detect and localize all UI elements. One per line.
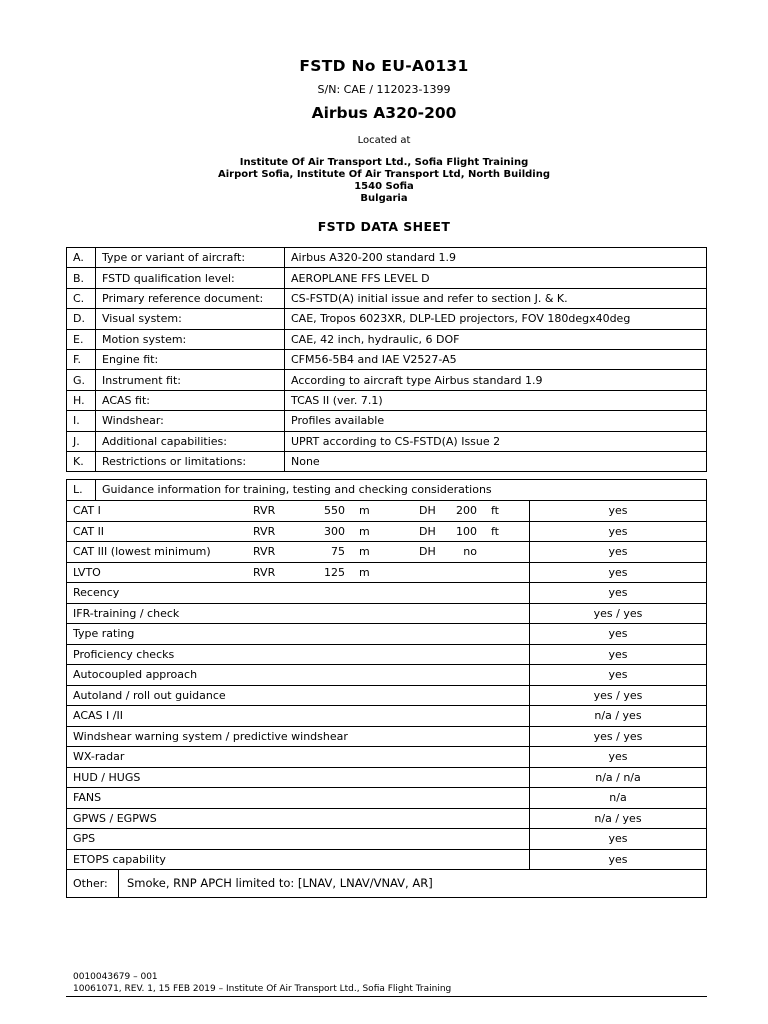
row-label: Type or variant of aircraft: (96, 248, 285, 268)
serial-number: S/N: CAE / 112023-1399 (317, 83, 451, 96)
other-fields (67, 870, 706, 897)
guidance-label: IFR-training / check (67, 603, 530, 624)
guidance-label: GPWS / EGPWS (67, 808, 530, 829)
rvr-value: 125 (324, 565, 345, 579)
data-row (67, 288, 707, 308)
dh-value: 200 (456, 504, 477, 518)
dh-value (449, 566, 477, 579)
guidance-value: n/a / yes (530, 808, 707, 829)
rvr-label: RVR (253, 504, 276, 518)
rvr-value: 550 (324, 504, 345, 518)
row-letter: J. (67, 431, 96, 451)
dh-unit: ft (491, 524, 499, 538)
row-value: TCAS II (ver. 7.1) (285, 390, 707, 410)
guidance-value: yes (530, 583, 707, 604)
category-fields (73, 566, 529, 579)
fstd-data-table (66, 247, 707, 472)
row-letter: B. (67, 268, 96, 288)
data-row (67, 451, 707, 471)
guidance-value: yes (530, 624, 707, 645)
located-at-label: Located at (357, 135, 411, 146)
rvr-unit: m (359, 565, 370, 579)
row-value: Profiles available (285, 411, 707, 431)
guidance-header-row (67, 480, 707, 501)
guidance-row (67, 644, 707, 665)
row-letter: D. (67, 309, 96, 329)
dh-label (419, 566, 449, 579)
row-label: Primary reference document: (96, 288, 285, 308)
row-value: Airbus A320-200 standard 1.9 (285, 248, 707, 268)
guidance-label: Recency (67, 583, 530, 604)
guidance-label: Autocoupled approach (67, 665, 530, 686)
row-label: Engine fit: (96, 349, 285, 369)
guidance-label: WX-radar (67, 747, 530, 768)
guidance-label: HUD / HUGS (67, 767, 530, 788)
guidance-value: n/a / n/a (530, 767, 707, 788)
category-cell (67, 521, 530, 542)
data-row (67, 248, 707, 268)
rvr-unit: m (359, 504, 370, 518)
category-name: CAT II (73, 524, 105, 538)
row-value: UPRT according to CS-FSTD(A) Issue 2 (285, 431, 707, 451)
revision-info: 10061071, REV. 1, 15 FEB 2019 – Institute Of Air Transport Ltd., Sofia Flight Training (73, 984, 452, 994)
category-cell (67, 501, 530, 522)
footer-rule (66, 996, 707, 997)
row-label: Windshear: (96, 411, 285, 431)
guidance-row (67, 603, 707, 624)
address-block (0, 157, 768, 205)
guidance-value: yes (530, 644, 707, 665)
dh-value: 100 (456, 524, 477, 538)
dh-unit: ft (491, 504, 499, 518)
guidance-value: yes (530, 849, 707, 870)
category-value: yes (530, 521, 707, 542)
category-row (67, 521, 707, 542)
row-letter: H. (67, 390, 96, 410)
row-value: AEROPLANE FFS LEVEL D (285, 268, 707, 288)
guidance-row (67, 808, 707, 829)
row-letter: F. (67, 349, 96, 369)
data-row (67, 349, 707, 369)
dh-value: no (463, 545, 477, 559)
guidance-label: ACAS I /II (67, 706, 530, 727)
category-name: LVTO (73, 565, 101, 579)
row-label: FSTD qualification level: (96, 268, 285, 288)
other-label: Other: (67, 870, 119, 897)
dh-label: DH (419, 504, 436, 518)
dh-unit (477, 545, 515, 558)
guidance-header (67, 480, 706, 500)
category-fields (73, 545, 529, 558)
data-row (67, 329, 707, 349)
rvr-label: RVR (253, 524, 276, 538)
data-row (67, 309, 707, 329)
guidance-row (67, 788, 707, 809)
guidance-label: GPS (67, 829, 530, 850)
other-cell (67, 870, 707, 898)
guidance-value: yes (530, 747, 707, 768)
category-cell (67, 562, 530, 583)
row-value: CS-FSTD(A) initial issue and refer to section J. & K. (285, 288, 707, 308)
row-value: According to aircraft type Airbus standard 1.9 (285, 370, 707, 390)
fstd-number-title: FSTD No EU-A0131 (299, 57, 469, 75)
rvr-value: 300 (324, 524, 345, 538)
row-label: Additional capabilities: (96, 431, 285, 451)
address-line: Airport Sofia, Institute Of Air Transport Ltd, North Building (218, 169, 550, 180)
other-value: Smoke, RNP APCH limited to: [LNAV, LNAV/VNAV, AR] (127, 876, 433, 890)
guidance-row (67, 747, 707, 768)
guidance-value: yes / yes (530, 603, 707, 624)
guidance-title: Guidance information for training, testing and checking considerations (102, 483, 492, 496)
row-letter: K. (67, 451, 96, 471)
guidance-row (67, 726, 707, 747)
guidance-value: yes / yes (530, 685, 707, 706)
guidance-label: Windshear warning system / predictive windshear (67, 726, 530, 747)
row-letter: E. (67, 329, 96, 349)
dh-label: DH (419, 545, 436, 559)
guidance-label: ETOPS capability (67, 849, 530, 870)
category-row (67, 542, 707, 563)
row-letter: I. (67, 411, 96, 431)
row-letter: C. (67, 288, 96, 308)
category-name: CAT III (lowest minimum) (73, 545, 211, 559)
category-value: yes (530, 501, 707, 522)
guidance-value: n/a (530, 788, 707, 809)
other-row (67, 870, 707, 898)
row-letter: A. (67, 248, 96, 268)
guidance-value: n/a / yes (530, 706, 707, 727)
guidance-value: yes (530, 665, 707, 686)
rvr-label: RVR (253, 545, 276, 559)
row-label: Visual system: (96, 309, 285, 329)
row-label: ACAS fit: (96, 390, 285, 410)
data-row (67, 268, 707, 288)
guidance-label: Autoland / roll out guidance (67, 685, 530, 706)
guidance-row (67, 583, 707, 604)
dh-label: DH (419, 524, 436, 538)
row-value: CAE, 42 inch, hydraulic, 6 DOF (285, 329, 707, 349)
guidance-label: Type rating (67, 624, 530, 645)
rvr-unit: m (359, 545, 370, 559)
address-line: Institute Of Air Transport Ltd., Sofia Flight Training (239, 157, 529, 168)
rvr-unit: m (359, 524, 370, 538)
data-row (67, 390, 707, 410)
category-name: CAT I (73, 504, 101, 518)
row-value: None (285, 451, 707, 471)
address-line: 1540 Sofia (354, 181, 414, 192)
data-row (67, 431, 707, 451)
guidance-row (67, 665, 707, 686)
guidance-label: Proficiency checks (67, 644, 530, 665)
document-number: 0010043679 – 001 (73, 972, 158, 982)
row-value: CAE, Tropos 6023XR, DLP-LED projectors, FOV 180degx40deg (285, 309, 707, 329)
guidance-row (67, 849, 707, 870)
row-label: Restrictions or limitations: (96, 451, 285, 471)
guidance-row (67, 624, 707, 645)
row-letter: G. (67, 370, 96, 390)
row-label: Motion system: (96, 329, 285, 349)
guidance-letter: L. (67, 480, 96, 500)
row-value: CFM56-5B4 and IAE V2527-A5 (285, 349, 707, 369)
guidance-value: yes (530, 829, 707, 850)
guidance-value: yes / yes (530, 726, 707, 747)
rvr-label: RVR (253, 565, 276, 579)
category-cell (67, 542, 530, 563)
guidance-row (67, 767, 707, 788)
address-line: Bulgaria (360, 193, 408, 204)
data-row (67, 370, 707, 390)
category-value: yes (530, 542, 707, 563)
category-row (67, 501, 707, 522)
category-value: yes (530, 562, 707, 583)
category-fields (73, 525, 529, 538)
guidance-header-cell (67, 480, 707, 501)
dh-unit (477, 566, 515, 579)
category-row (67, 562, 707, 583)
guidance-row (67, 706, 707, 727)
guidance-label: FANS (67, 788, 530, 809)
rvr-value: 75 (331, 545, 345, 559)
guidance-row (67, 829, 707, 850)
guidance-row (67, 685, 707, 706)
row-label: Instrument fit: (96, 370, 285, 390)
data-row (67, 411, 707, 431)
data-sheet-title: FSTD DATA SHEET (317, 219, 451, 234)
aircraft-type-title: Airbus A320-200 (311, 104, 457, 122)
category-fields (73, 504, 529, 517)
guidance-table (66, 479, 707, 898)
